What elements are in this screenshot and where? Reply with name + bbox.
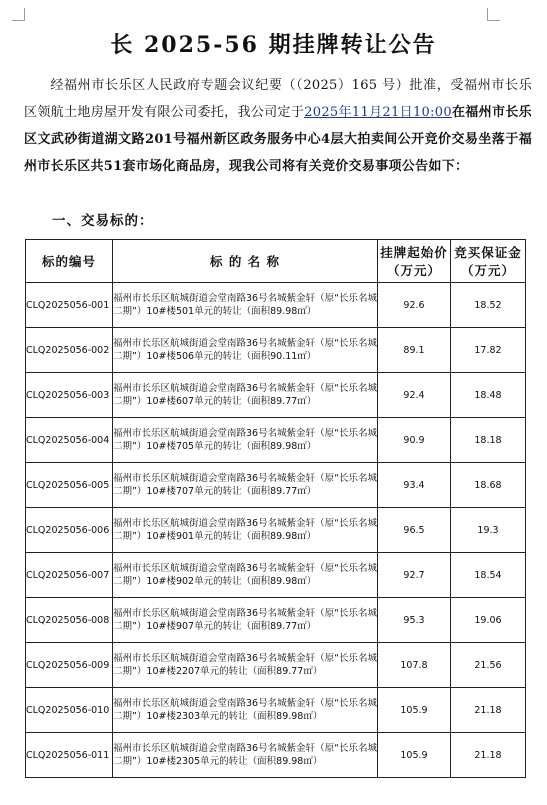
header-deposit: 竞买保证金（万元）: [451, 240, 526, 283]
cell-code: CLQ2025056-003: [26, 373, 113, 418]
cell-deposit: 21.18: [451, 733, 526, 778]
cell-name: 福州市长乐区航城街道会堂南路36号名城紫金轩（原“长乐名城二期”）10#楼902单元的转让（面积89.98㎡）: [113, 553, 378, 598]
header-code: 标的编号: [26, 240, 113, 283]
page-title: 长 2025-56 期挂牌转让公告: [110, 32, 437, 58]
section-heading: 一、交易标的：: [52, 213, 154, 229]
cell-name: 福州市长乐区航城街道会堂南路36号名城紫金轩（原“长乐名城二期”）10#楼607单元的转让（面积89.77㎡）: [113, 373, 378, 418]
cell-name: 福州市长乐区航城街道会堂南路36号名城紫金轩（原“长乐名城二期”）10#楼2207单元的转让（面积89.77㎡）: [113, 643, 378, 688]
table-row: [26, 508, 526, 553]
cell-deposit: 17.82: [451, 328, 526, 373]
cell-code: CLQ2025056-009: [26, 643, 113, 688]
cell-name: 福州市长乐区航城街道会堂南路36号名城紫金轩（原“长乐名城二期”）10#楼907单元的转让（面积89.77㎡）: [113, 598, 378, 643]
cell-code: CLQ2025056-002: [26, 328, 113, 373]
cell-name: 福州市长乐区航城街道会堂南路36号名城紫金轩（原“长乐名城二期”）10#楼506单元的转让（面积90.11㎡）: [113, 328, 378, 373]
cell-name: 福州市长乐区航城街道会堂南路36号名城紫金轩（原“长乐名城二期”）10#楼501单元的转让（面积89.98㎡）: [113, 283, 378, 328]
cell-deposit: 18.68: [451, 463, 526, 508]
intro-paragraph: [24, 72, 532, 180]
cell-deposit: 18.54: [451, 553, 526, 598]
auction-date: 2025年11月21日10:00: [304, 105, 452, 120]
cell-deposit: 21.18: [451, 688, 526, 733]
table-row: [26, 553, 526, 598]
cell-price: 95.3: [378, 598, 451, 643]
cell-price: 105.9: [378, 733, 451, 778]
cell-code: CLQ2025056-005: [26, 463, 113, 508]
table-row: [26, 643, 526, 688]
cell-code: CLQ2025056-004: [26, 418, 113, 463]
table-row: [26, 688, 526, 733]
cell-code: CLQ2025056-010: [26, 688, 113, 733]
cell-code: CLQ2025056-011: [26, 733, 113, 778]
cell-price: 92.6: [378, 283, 451, 328]
table-row: [26, 283, 526, 328]
cell-code: CLQ2025056-006: [26, 508, 113, 553]
cell-deposit: 18.52: [451, 283, 526, 328]
cell-price: 90.9: [378, 418, 451, 463]
header-price: 挂牌起始价（万元）: [378, 240, 451, 283]
intro-text-1: 经福州市长乐区人民政府专题会议纪要（（: [50, 78, 304, 93]
cell-name: 福州市长乐区航城街道会堂南路36号名城紫金轩（原“长乐名城二期”）10#楼707单元的转让（面积89.77㎡）: [113, 463, 378, 508]
header-name: 标 的 名 称: [113, 240, 378, 283]
cell-deposit: 18.48: [451, 373, 526, 418]
cell-price: 89.1: [378, 328, 451, 373]
intro-text-3: 在福州市长乐区文武砂街道湖文路201号福州新区政务服务中心4层大拍卖间公开竞价交易坐落于福州市长乐区共51套市场化商品房，现我公司将有关竞价交易事项公告如下：: [24, 105, 532, 174]
cell-deposit: 18.18: [451, 418, 526, 463]
cell-name: 福州市长乐区航城街道会堂南路36号名城紫金轩（原“长乐名城二期”）10#楼901单元的转让（面积89.98㎡）: [113, 508, 378, 553]
table-header-row: [26, 240, 526, 283]
cell-deposit: 19.06: [451, 598, 526, 643]
cell-code: CLQ2025056-007: [26, 553, 113, 598]
cell-name: 福州市长乐区航城街道会堂南路36号名城紫金轩（原“长乐名城二期”）10#楼705单元的转让（面积89.98㎡）: [113, 418, 378, 463]
cell-name: 福州市长乐区航城街道会堂南路36号名城紫金轩（原“长乐名城二期”）10#楼2305单元的转让（面积89.98㎡）: [113, 733, 378, 778]
cell-price: 92.7: [378, 553, 451, 598]
page-corner-mark-left: [12, 8, 25, 21]
table-row: [26, 328, 526, 373]
intro-approval-year: 2025: [303, 78, 338, 93]
cell-deposit: 19.3: [451, 508, 526, 553]
cell-price: 93.4: [378, 463, 451, 508]
cell-code: CLQ2025056-008: [26, 598, 113, 643]
cell-deposit: 21.56: [451, 643, 526, 688]
intro-text-2: ）165 号）批准，受福州市长乐区领航土地房屋开发有限公司委托，我公司定于: [24, 78, 532, 120]
table-row: [26, 598, 526, 643]
cell-code: CLQ2025056-001: [26, 283, 113, 328]
cell-price: 92.4: [378, 373, 451, 418]
cell-price: 96.5: [378, 508, 451, 553]
cell-price: 105.9: [378, 688, 451, 733]
page-corner-mark-right: [487, 8, 500, 21]
table-row: [26, 463, 526, 508]
cell-price: 107.8: [378, 643, 451, 688]
table-row: [26, 733, 526, 778]
table-row: [26, 373, 526, 418]
items-table: [25, 239, 526, 778]
cell-name: 福州市长乐区航城街道会堂南路36号名城紫金轩（原“长乐名城二期”）10#楼2303单元的转让（面积89.98㎡）: [113, 688, 378, 733]
table-row: [26, 418, 526, 463]
